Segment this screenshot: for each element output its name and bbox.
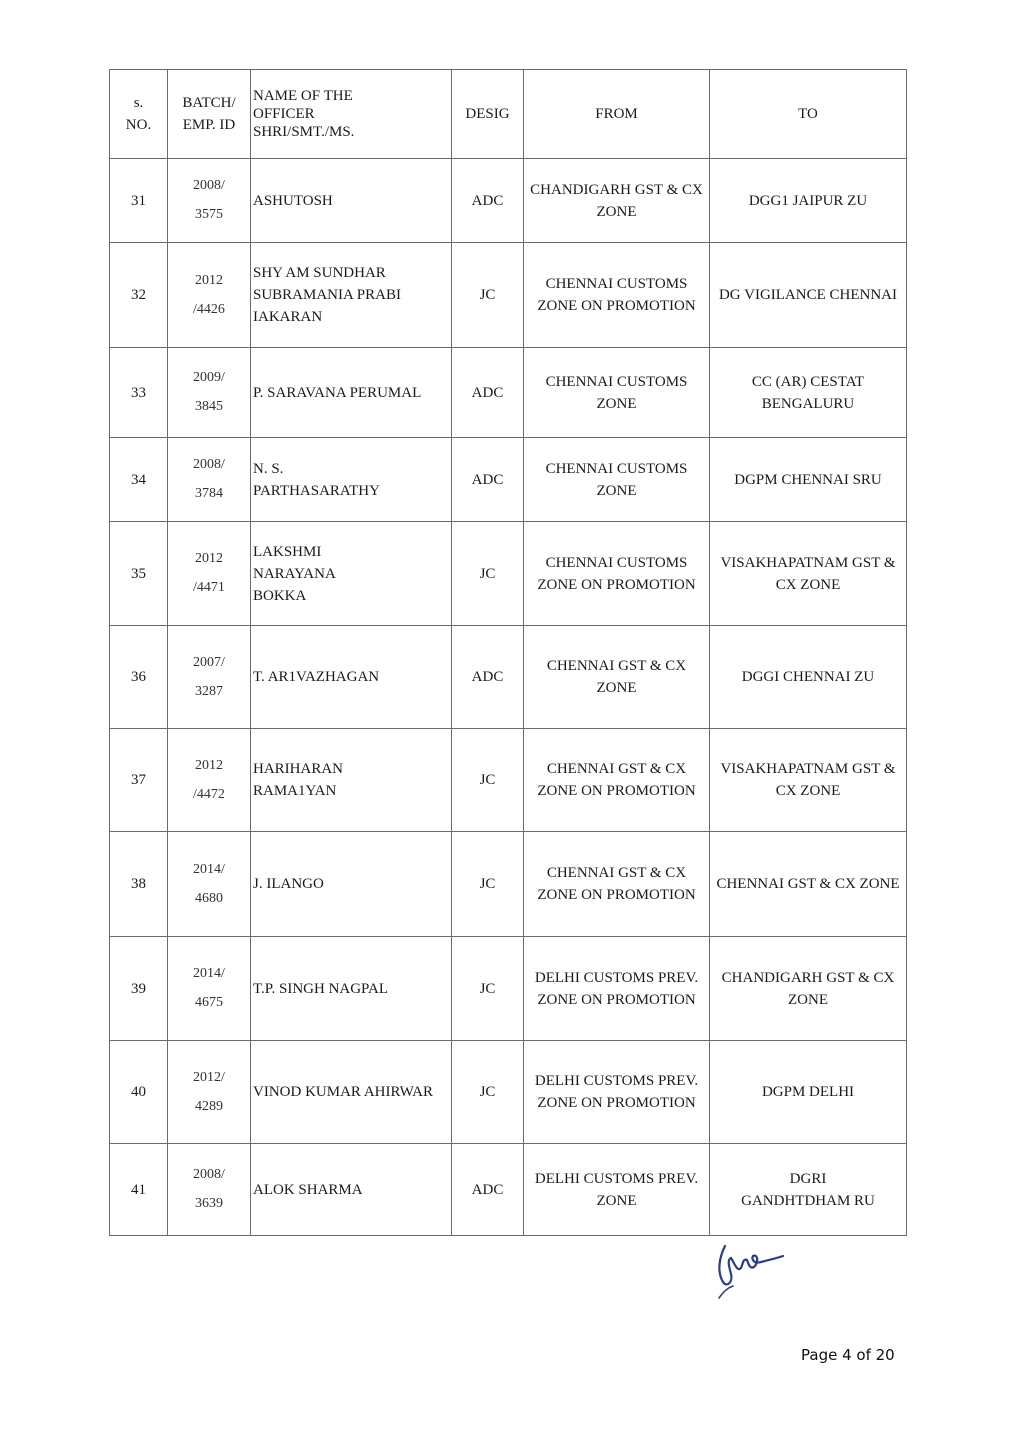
table-row [110, 1041, 907, 1144]
cell-to: DG VIGILANCE CHENNAI [710, 243, 907, 348]
cell-officer-name: ALOK SHARMA [251, 1144, 452, 1236]
cell-from: DELHI CUSTOMS PREV. ZONE ON PROMOTION [524, 1041, 710, 1144]
cell-desig: JC [452, 1041, 524, 1144]
cell-desig: ADC [452, 626, 524, 729]
cell-from: CHENNAI GST & CX ZONE [524, 626, 710, 729]
cell-from: CHENNAI CUSTOMS ZONE ON PROMOTION [524, 522, 710, 626]
cell-desig: ADC [452, 159, 524, 243]
cell-desig: ADC [452, 438, 524, 522]
cell-to: DGPM CHENNAI SRU [710, 438, 907, 522]
cell-to: VISAKHAPATNAM GST & CX ZONE [710, 522, 907, 626]
table-body [110, 159, 907, 1236]
cell-officer-name: P. SARAVANA PERUMAL [251, 348, 452, 438]
cell-desig: JC [452, 729, 524, 832]
table-row [110, 522, 907, 626]
cell-desig: JC [452, 937, 524, 1041]
table-header-row [110, 70, 907, 159]
cell-sno: 35 [110, 522, 168, 626]
cell-desig: JC [452, 522, 524, 626]
cell-from: CHENNAI GST & CX ZONE ON PROMOTION [524, 729, 710, 832]
cell-from: CHANDIGARH GST & CX ZONE [524, 159, 710, 243]
header-desig: DESIG [452, 70, 524, 159]
header-name: NAME OF THE OFFICER SHRI/SMT./MS. [251, 70, 452, 159]
cell-officer-name: T.P. SINGH NAGPAL [251, 937, 452, 1041]
cell-to: DGGI CHENNAI ZU [710, 626, 907, 729]
cell-sno: 36 [110, 626, 168, 729]
cell-to: VISAKHAPATNAM GST & CX ZONE [710, 729, 907, 832]
cell-batch-id: 2008/ 3784 [168, 438, 251, 522]
cell-officer-name: ASHUTOSH [251, 159, 452, 243]
cell-sno: 37 [110, 729, 168, 832]
table-row [110, 1144, 907, 1236]
cell-officer-name: VINOD KUMAR AHIRWAR [251, 1041, 452, 1144]
cell-desig: JC [452, 832, 524, 937]
page-number: Page 4 of 20 [801, 1346, 895, 1364]
cell-officer-name: N. S. PARTHASARATHY [251, 438, 452, 522]
transfer-table [109, 69, 907, 1236]
header-to: TO [710, 70, 907, 159]
cell-batch-id: 2012 /4426 [168, 243, 251, 348]
cell-to: CHANDIGARH GST & CX ZONE [710, 937, 907, 1041]
cell-to: DGG1 JAIPUR ZU [710, 159, 907, 243]
cell-to: DGPM DELHI [710, 1041, 907, 1144]
cell-officer-name: SHY AM SUNDHAR SUBRAMANIA PRABI IAKARAN [251, 243, 452, 348]
cell-sno: 33 [110, 348, 168, 438]
cell-batch-id: 2014/ 4680 [168, 832, 251, 937]
cell-batch-id: 2008/ 3575 [168, 159, 251, 243]
cell-from: DELHI CUSTOMS PREV. ZONE [524, 1144, 710, 1236]
cell-to: DGRI GANDHTDHAM RU [710, 1144, 907, 1236]
cell-desig: ADC [452, 1144, 524, 1236]
cell-desig: ADC [452, 348, 524, 438]
cell-from: DELHI CUSTOMS PREV. ZONE ON PROMOTION [524, 937, 710, 1041]
header-sno: s. NO. [110, 70, 168, 159]
cell-sno: 32 [110, 243, 168, 348]
table-row [110, 832, 907, 937]
cell-sno: 38 [110, 832, 168, 937]
cell-sno: 34 [110, 438, 168, 522]
cell-officer-name: HARIHARAN RAMA1YAN [251, 729, 452, 832]
header-batch: BATCH/ EMP. ID [168, 70, 251, 159]
table-row [110, 626, 907, 729]
cell-to: CC (AR) CESTAT BENGALURU [710, 348, 907, 438]
cell-batch-id: 2008/ 3639 [168, 1144, 251, 1236]
table-row [110, 348, 907, 438]
cell-sno: 31 [110, 159, 168, 243]
cell-officer-name: J. ILANGO [251, 832, 452, 937]
cell-from: CHENNAI CUSTOMS ZONE [524, 438, 710, 522]
cell-sno: 41 [110, 1144, 168, 1236]
table-row [110, 159, 907, 243]
cell-batch-id: 2014/ 4675 [168, 937, 251, 1041]
cell-sno: 39 [110, 937, 168, 1041]
table-row [110, 243, 907, 348]
cell-batch-id: 2009/ 3845 [168, 348, 251, 438]
header-from: FROM [524, 70, 710, 159]
cell-to: CHENNAI GST & CX ZONE [710, 832, 907, 937]
table-row [110, 937, 907, 1041]
cell-from: CHENNAI CUSTOMS ZONE [524, 348, 710, 438]
cell-officer-name: T. AR1VAZHAGAN [251, 626, 452, 729]
cell-sno: 40 [110, 1041, 168, 1144]
cell-from: CHENNAI CUSTOMS ZONE ON PROMOTION [524, 243, 710, 348]
table-row [110, 729, 907, 832]
signature-image [713, 1238, 793, 1304]
cell-batch-id: 2007/ 3287 [168, 626, 251, 729]
cell-from: CHENNAI GST & CX ZONE ON PROMOTION [524, 832, 710, 937]
cell-batch-id: 2012/ 4289 [168, 1041, 251, 1144]
cell-officer-name: LAKSHMI NARAYANA BOKKA [251, 522, 452, 626]
table-row [110, 438, 907, 522]
cell-desig: JC [452, 243, 524, 348]
cell-batch-id: 2012 /4472 [168, 729, 251, 832]
cell-batch-id: 2012 /4471 [168, 522, 251, 626]
